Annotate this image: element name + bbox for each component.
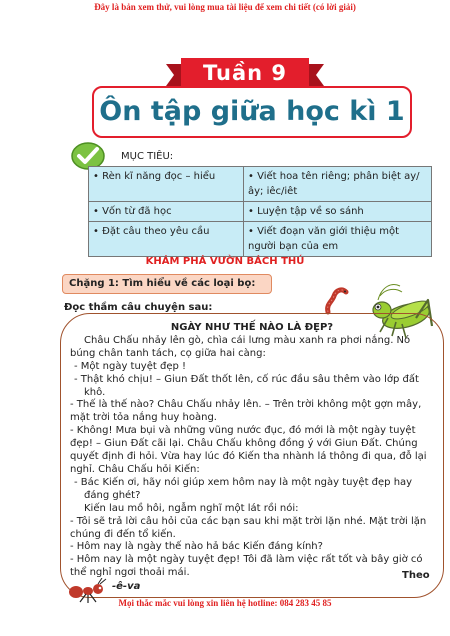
stage-label: Chặng 1: Tìm hiểu về các loại bọ: [62,274,272,294]
objective-cell: • Đặt câu theo yêu cầu [89,222,244,257]
objective-cell: • Rèn kĩ năng đọc – hiểu [89,167,244,202]
story-paragraph: - Không! Mưa bụi và những vũng nước đục, đó mới là một ngày tuyệt đẹp! – Giun Đất cãi lại. Châu Chấu không đồng ý với Giun Đất. Chúng quyết định đi hỏi. Vừa hay lúc đó Kiến tha nhành lá thông đi qua, đỗ lại nghỉ. Châu Chấu hỏi Kiến: [70,425,427,475]
objectives-row [89,222,432,257]
story-paragraph: - Tôi sẽ trả lời câu hỏi của các bạn sau khi mặt trời lặn nhé. Mặt trời lặn chúng đi đến tổ kiến. [70,515,427,540]
story-paragraph: - Thế là thế nào? Châu Chấu nhảy lên. – Trên trời không một gợn mây, mặt trời tỏa nắng huy hoàng. [70,399,422,424]
author-name: -ê-va [112,581,141,592]
ribbon-tail-left [166,64,181,86]
objective-cell: • Luyện tập về so sánh [244,202,432,222]
objective-cell: • Viết hoa tên riêng; phân biệt ay/ây; iêc/iêt [244,167,432,202]
bottom-notice: Mọi thắc mắc vui lòng xin liên hệ hotline: 084 283 45 85 [118,598,332,608]
story-paragraph: - Hôm nay là ngày thế nào hả bác Kiến đáng kính? [70,541,323,553]
ribbon-tail-right [309,64,324,86]
story-paragraph: - Một ngày tuyệt đẹp ! [74,360,187,372]
objectives-table [88,166,432,257]
objective-cell: • Vốn từ đã học [89,202,244,222]
objectives-row [89,167,432,202]
story-paragraph: - Bác Kiến ơi, hãy nói giúp xem hôm nay là một ngày tuyệt đẹp hay đáng ghét? [74,476,413,501]
objectives-label: MỤC TIÊU: [121,151,174,162]
story-text [70,322,434,580]
story-paragraph: - Hôm nay là một ngày tuyệt đẹp! Tôi đã làm việc rất tốt và bây giờ có thể nghỉ ngơi thoải mái. [70,554,423,579]
story-paragraph: Châu Chấu nhảy lên gò, chìa cái lưng màu xanh ra phơi nắng. Nó búng chân tanh tách, cọ giữa hai càng: [70,334,411,359]
section-heading: KHÁM PHÁ VƯỜN BÁCH THÚ [145,256,305,267]
objectives-row [89,202,432,222]
story-title: NGÀY NHƯ THẾ NÀO LÀ ĐẸP? [170,322,334,333]
source-label: Theo [402,570,430,581]
page-title: Ôn tập giữa học kì 1 [92,86,412,138]
top-notice: Đây là bản xem thử, vui lòng mua tài liệu để xem chi tiết (có lời giải) [94,2,356,12]
objective-cell: • Viết đoạn văn giới thiệu một người bạn của em [244,222,432,257]
reading-instruction: Đọc thầm câu chuyện sau: [64,302,213,313]
worm-icon [322,286,352,316]
story-paragraph: - Thật khó chịu! – Giun Đất thốt lên, cố rúc đầu sâu thêm vào lớp đất khô. [74,373,419,398]
story-paragraph: Kiến lau mồ hôi, ngẫm nghĩ một lát rồi nói: [84,502,299,514]
week-badge: Tuần 9 [181,58,309,88]
